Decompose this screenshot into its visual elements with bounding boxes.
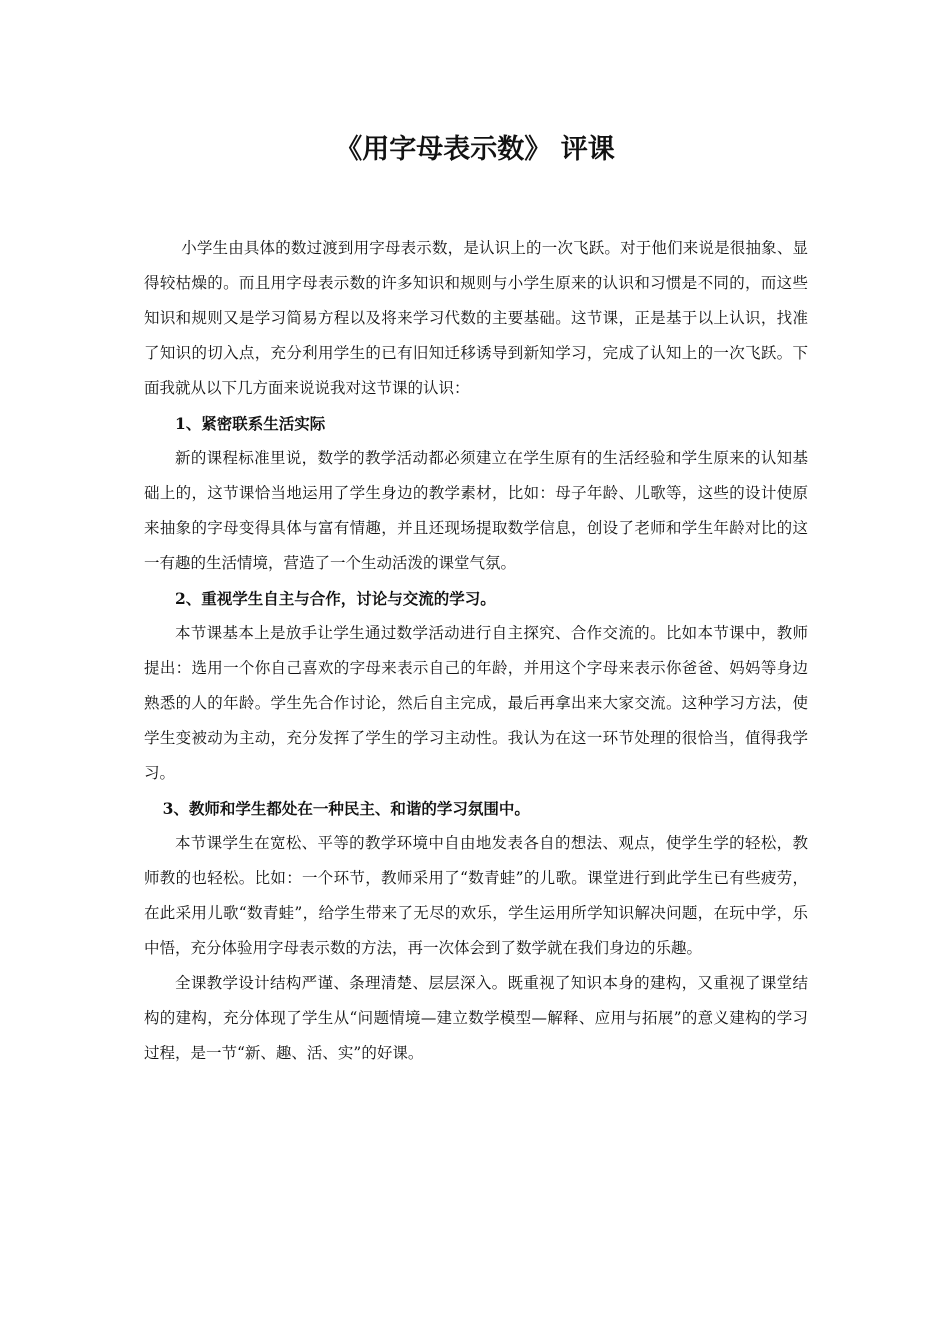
section-heading-3: 3、教师和学生都处在一种民主、和谐的学习氛围中。 xyxy=(162,799,530,818)
section-heading-1: 1、紧密联系生活实际 xyxy=(175,414,326,433)
section-paragraph-2: 本节课基本上是放手让学生通过数学活动进行自主探究、合作交流的。比如本节课中，教师提出：选用一个你自己喜欢的字母来表示自己的年龄，并用这个字母来表示你爸爸、妈妈等身边熟悉的人的年龄。学生先合作讨论，然后自主完成，最后再拿出来大家交流。这种学习方法，使学生变被动为主动，充分发挥了学生的学习主动性。我认为在这一环节处理的很恰当，值得我学习。 xyxy=(144,624,808,782)
conclusion-paragraph: 全课教学设计结构严谨、条理清楚、层层深入。既重视了知识本身的建构，又重视了课堂结构的建构，充分体现了学生从“问题情境—建立数学模型—解释、应用与拓展”的意义建构的学习过程，是一节“新、趣、活、实”的好课。 xyxy=(144,974,808,1062)
intro-paragraph: 小学生由具体的数过渡到用字母表示数，是认识上的一次飞跃。对于他们来说是很抽象、显得较枯燥的。而且用字母表示数的许多知识和规则与小学生原来的认识和习惯是不同的，而这些知识和规则又是学习简易方程以及将来学习代数的主要基础。这节课，正是基于以上认识，找准了知识的切入点，充分利用学生的已有旧知迁移诱导到新知学习，完成了认知上的一次飞跃。下面我就从以下几方面来说说我对这节课的认识： xyxy=(144,239,808,397)
section-paragraph-3: 本节课学生在宽松、平等的教学环境中自由地发表各自的想法、观点，使学生学的轻松，教师教的也轻松。比如：一个环节，教师采用了“数青蛙”的儿歌。课堂进行到此学生已有些疲劳，在此采用儿歌“数青蛙”，给学生带来了无尽的欢乐，学生运用所学知识解决问题，在玩中学，乐中悟，充分体验用字母表示数的方法，再一次体会到了数学就在我们身边的乐趣。 xyxy=(144,834,808,957)
document-title: 《用字母表示数》 评课 xyxy=(335,134,615,165)
section-heading-2: 2、重视学生自主与合作，讨论与交流的学习。 xyxy=(175,589,496,608)
document-body xyxy=(144,231,808,1071)
section-paragraph-1: 新的课程标准里说，数学的教学活动都必须建立在学生原有的生活经验和学生原来的认知基础上的，这节课恰当地运用了学生身边的教学素材，比如：母子年龄、儿歌等，这些的设计使原来抽象的字母变得具体与富有情趣，并且还现场提取数学信息，创设了老师和学生年龄对比的这一有趣的生活情境，营造了一个生动活泼的课堂气氛。 xyxy=(144,449,808,572)
